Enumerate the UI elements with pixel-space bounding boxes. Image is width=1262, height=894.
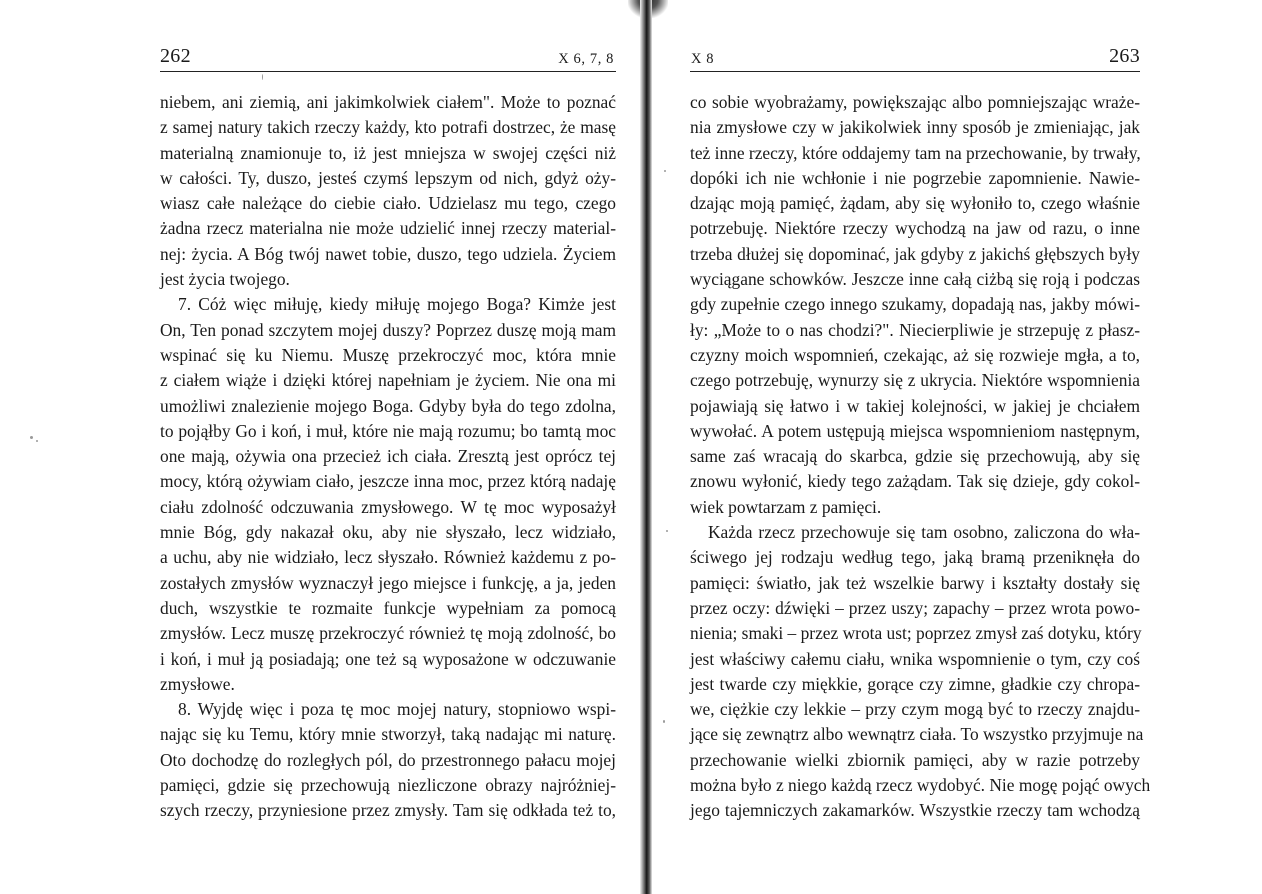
text-line: pojawiają się łatwo i w takiej kolejności, w jakiej je chciałem xyxy=(690,395,1140,416)
text-line: zostałych zmysłów wyznaczył jego miejsce i funkcję, a ja, jeden xyxy=(160,572,616,593)
text-line: jego tajemniczych zakamarków. Wszystkie rzeczy tam wchodzą xyxy=(690,800,1140,821)
scan-speck xyxy=(663,720,665,723)
scan-speck xyxy=(664,170,666,172)
text-line: pamięci: światło, jak też wszelkie barwy i kształty dostały się xyxy=(690,572,1140,593)
right-page-text xyxy=(690,90,1151,824)
text-line: gdy zupełnie czego innego szukamy, dopadają nas, jakby mówi- xyxy=(690,294,1140,315)
text-line: też inne rzeczy, które oddajemy tam na przechowanie, by trwały, xyxy=(690,142,1141,163)
text-line: w całości. Ty, duszo, jesteś czymś lepszym od nich, gdyż oży- xyxy=(160,167,616,188)
right-page-header xyxy=(690,44,1140,72)
scan-speck xyxy=(666,530,668,532)
text-line: wiasz całe należące do ciebie ciało. Udzielasz mu tego, czego xyxy=(160,193,616,214)
text-line: a uchu, aby nie widziało, lecz słyszało. Również każdemu z po- xyxy=(160,547,616,568)
text-line: znowu wyłonić, kiedy tego zażądam. Tak się dzieje, gdy cokol- xyxy=(690,471,1140,492)
paragraph-start: Każda rzecz przechowuje się tam osobno, zaliczona do wła- xyxy=(708,522,1140,543)
text-line: nienia; smaki – przez wrota ust; poprzez zmysł zaś dotyku, który xyxy=(690,623,1142,644)
text-line: we, ciężkie czy lekkie – przy czym mogą być to rzeczy znajdu- xyxy=(690,699,1140,720)
scan-speck xyxy=(30,436,33,439)
text-line: potrzebuję. Niektóre rzeczy wychodzą na jaw od razu, o inne xyxy=(690,218,1140,239)
text-line: przechowanie wielki zbiornik pamięci, aby w razie potrzeby xyxy=(690,749,1140,770)
left-running-head: X 6, 7, 8 xyxy=(558,51,614,67)
text-line: materialną znamionuje to, iż jest mniejsza w swojej części niż xyxy=(160,142,616,163)
text-line: z samej natury takich rzeczy każdy, kto potrafi dostrzec, że masę xyxy=(160,117,616,138)
book-gutter xyxy=(640,0,652,894)
text-line: zmysłowe. xyxy=(160,673,235,694)
text-line: żadna rzecz materialna nie może udzielić innej rzeczy material- xyxy=(160,218,616,239)
text-line: same zaś wracają do skarbca, gdzie się przechowują, aby się xyxy=(690,446,1140,467)
text-line: czego potrzebuję, wynurzy się z ukrycia. Niektóre wspomnienia xyxy=(690,370,1140,391)
text-line: Oto dochodzę do rozległych pól, do przestronnego pałacu mojej xyxy=(160,749,616,770)
text-line: wiek powtarzam z pamięci. xyxy=(690,496,882,517)
text-line: szych rzeczy, przyniesione przez zmysły. Tam się odkłada też to, xyxy=(160,800,616,821)
right-page-number: 263 xyxy=(1109,45,1140,67)
left-page-text xyxy=(160,90,616,824)
text-line: ły: „Może to o nas chodzi?". Niecierpliwie je strzepuję z płasz- xyxy=(690,319,1140,340)
right-page xyxy=(652,0,1262,894)
text-line: to pojąłby Go i koń, i muł, które nie mają rozumu; bo tamtą moc xyxy=(160,420,616,441)
text-line: ciału zdolność odczuwania zmysłowego. W tę moc wyposażył xyxy=(160,496,616,517)
text-line: On, Ten ponad szczytem mojej duszy? Poprzez duszę moją mam xyxy=(160,319,616,340)
text-line: jest właściwy całemu ciału, wnika wspomnienie o tym, czy coś xyxy=(690,648,1140,669)
left-page-header xyxy=(160,44,616,72)
section-7-start: 7. Cóż więc miłuję, kiedy miłuję mojego Boga? Kimże jest xyxy=(178,294,616,315)
text-line: co sobie wyobrażamy, powiększając albo pomniejszając wraże- xyxy=(690,92,1140,112)
scan-speck xyxy=(36,440,38,442)
text-line: wyciągane schowków. Jeszcze inne całą ciżbą się roją i podczas xyxy=(690,269,1140,290)
text-line: mocy, którą ożywiam ciało, jeszcze inna moc, przez którą nadaję xyxy=(160,471,616,492)
left-page-number: 262 xyxy=(160,45,191,67)
text-line: czyzny moich wspomnień, czekając, aż się rozwieje mgła, a to, xyxy=(690,344,1140,365)
text-line: i koń, i muł ją posiadają; one też są wyposażone w odczuwanie xyxy=(160,648,616,669)
text-line: jest twarde czy miękkie, gorące czy zimne, gładkie czy chropa- xyxy=(690,673,1140,694)
text-line: ściwego jej rodzaju według tego, jaką bramą przeniknęła do xyxy=(690,547,1140,568)
text-line: nej: życia. A Bóg twój nawet tobie, duszo, tego udziela. Życiem xyxy=(160,243,616,264)
text-line: nając się ku Temu, który mnie stworzył, taką nadając mi naturę. xyxy=(160,724,616,745)
text-line: można było z niego każdą rzecz wydobyć. Nie mogę pojąć owych xyxy=(690,775,1151,796)
right-running-head: X 8 xyxy=(691,51,715,67)
text-line: umożliwi znalezienie mojego Boga. Gdyby była do tego zdolna, xyxy=(160,395,616,416)
scan-speck xyxy=(262,74,263,80)
text-line: trzeba dłużej się dopominać, jak gdyby z jakichś głębszych były xyxy=(690,243,1140,264)
text-line: jest życia twojego. xyxy=(160,269,290,290)
text-line: dzając moją pamięć, żądam, aby się wyłoniło to, czego właśnie xyxy=(690,193,1140,214)
text-line: niebem, ani ziemią, ani jakimkolwiek ciałem". Może to poznać xyxy=(160,92,616,112)
right-header-rule xyxy=(690,71,1140,72)
left-header-rule xyxy=(160,71,616,72)
text-line: one mają, ożywia ona przecież ich ciała. Zresztą jest oprócz tej xyxy=(160,446,616,467)
text-line: z ciałem wiąże i dzięki której napełniam je życiem. Nie ona mi xyxy=(160,370,616,391)
text-line: dopóki ich nie wchłonie i nie pogrzebie zapomnienie. Nawie- xyxy=(690,167,1140,188)
section-8-start: 8. Wyjdę więc i poza tę moc mojej natury, stopniowo wspi- xyxy=(178,699,616,720)
text-line: nia zmysłowe czy w jakikolwiek inny sposób je zmieniając, jak xyxy=(690,117,1140,138)
text-line: jące się zewnątrz albo wewnątrz ciała. To wszystko przyjmuje na xyxy=(690,724,1144,745)
text-line: wspinać się ku Niemu. Muszę przekroczyć moc, która mnie xyxy=(160,344,616,365)
text-line: duch, wszystkie te rozmaite funkcje wypełniam za pomocą xyxy=(160,597,616,618)
text-line: mnie Bóg, gdy nakazał oku, aby nie słyszało, lecz widziało, xyxy=(160,522,616,543)
text-line: zmysłów. Lecz muszę przekroczyć również tę moją zdolność, bo xyxy=(160,623,616,644)
text-line: pamięci, gdzie się przechowują niezliczone obrazy najróżniej- xyxy=(160,775,616,796)
text-line: wywołać. A potem ustępują miejsca wspomnieniom następnym, xyxy=(690,420,1140,441)
text-line: przez oczy: dźwięki – przez uszy; zapachy – przez wrota powo- xyxy=(690,597,1140,618)
